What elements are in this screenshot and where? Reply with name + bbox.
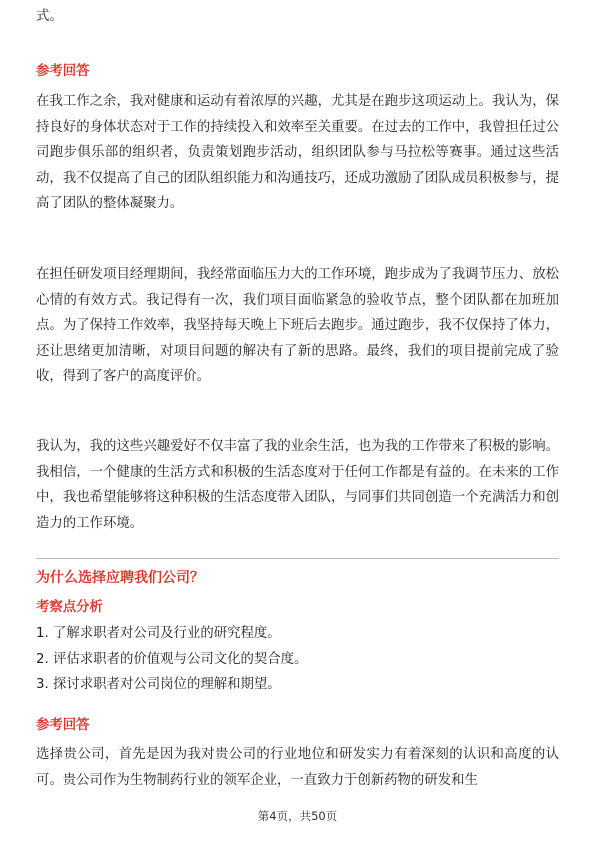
answer-paragraph-1: 在我工作之余，我对健康和运动有着浓厚的兴趣，尤其是在跑步这项运动上。我认为，保持良好的身体状态对于工作的持续投入和效率至关重要。在过去的工作中，我曾担任过公司跑步俱乐部的组织者，负责策划跑步活动，组织团队参与马拉松等赛事。通过这些活动，我不仅提高了自己的团队组织能力和沟通技巧，还成功激励了团队成员积极参与，提高了团队的整体凝聚力。 (36, 94, 559, 212)
question-title: 为什么选择应聘我们公司？ (36, 570, 204, 586)
section-divider (36, 558, 559, 559)
list-item: 3. 探讨求职者对公司岗位的理解和期望。 (36, 677, 281, 693)
list-item: 1. 了解求职者对公司及行业的研究程度。 (36, 626, 281, 641)
analysis-heading: 考察点分析 (36, 600, 103, 615)
list-item: 2. 评估求职者的价值观与公司文化的契合度。 (36, 651, 308, 667)
answer-paragraph-4: 选择贵公司，首先是因为我对贵公司的行业地位和研发实力有着深刻的认识和高度的认可。贵公司作为生物制药行业的领军企业，一直致力于创新药物的研发和生 (36, 747, 559, 788)
top-fragment: 式。 (36, 9, 63, 24)
answer-paragraph-3: 我认为，我的这些兴趣爱好不仅丰富了我的业余生活，也为我的工作带来了积极的影响。我相信，一个健康的生活方式和积极的生活态度对于任何工作都是有益的。在未来的工作中，我也希望能够将这种积极的生活态度带入团队，与同事们共同创造一个充满活力和创造力的工作环境。 (36, 439, 559, 531)
reference-answer-heading-2: 参考回答 (36, 718, 90, 733)
page-number: 第4页，共50页 (257, 809, 338, 823)
answer-paragraph-2: 在担任研发项目经理期间，我经常面临压力大的工作环境，跑步成为了我调节压力、放松心情的有效方式。我记得有一次，我们项目面临紧急的验收节点，整个团队都在加班加点。为了保持工作效率，我坚持每天晚上下班后去跑步。通过跑步，我不仅保持了体力，还让思绪更加清晰，对项目问题的解决有了新的思路。最终，我们的项目提前完成了验收，得到了客户的高度评价。 (36, 267, 559, 385)
reference-answer-heading: 参考回答 (36, 64, 90, 79)
analysis-list (36, 621, 559, 698)
